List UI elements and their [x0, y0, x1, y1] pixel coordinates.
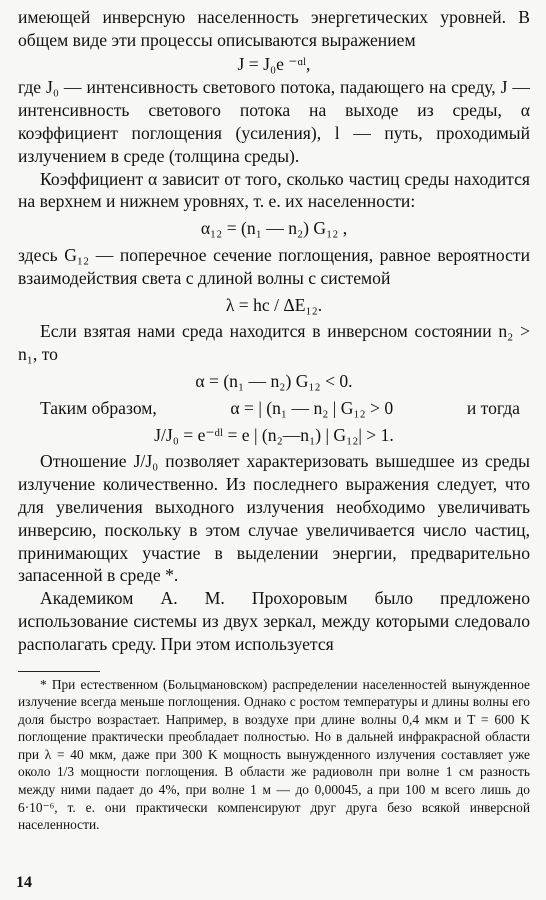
page-number: 14: [16, 874, 32, 891]
paragraph-8: Академиком А. М. Прохоровым было предложено использование системы из двух зеркал, между которыми следовало располагать среду. При этом используется: [18, 588, 530, 654]
paragraph-6: [18, 397, 530, 420]
footnote: * При естественном (Больцмановском) распределении населенностей вынужденное излучение всегда меньше поглощения. Однако с ростом температуры и длины волны его доля быстро возрастает. Например, в воздухе при длине волны 0,4 мкм и T = 600 K поглощение практически преобладает полностью. Но в дальней инфракрасной области при λ = 40 мкм, даже при 300 K мощность вынужденного излучения составляет уже около 1/3 мощности поглощения. В области же радиоволн при волне 1 см разность между ними падает до 4%, при волне 1 м — до 0,00045, а при 100 м всего лишь до 6·10⁻⁶, т. е. они практически компенсируют друг друга безо всякой инверсной населенности.: [18, 676, 530, 833]
formula-3: λ = hc / ΔE₁₂.: [225, 294, 323, 315]
paragraph-6-tail: и тогда: [466, 397, 520, 418]
formula-2: α₁₂ = (n₁ — n₂) G₁₂ ,: [200, 218, 348, 239]
paragraph-6-formula: α = | (n₁ — n₂ | G₁₂ > 0: [230, 397, 394, 418]
formula-4: α = (n₁ — n₂) G₁₂ < 0.: [195, 370, 353, 391]
footnote-divider: [18, 671, 100, 672]
formula-1: J = J₀e ⁻ᵅˡ,: [237, 53, 311, 74]
paragraph-7: Отношение J/J₀ позволяет характеризовать вышедшее из среды излучение количественно. Из последнего выражения следует, что для увеличения выходного излучения необходимо увеличивать инверсию, поскольку в этом случае увеличивается число частиц, принимающих участие в выделении энергии, предварительно запасенной в среде *.: [18, 451, 530, 586]
paragraph-5: Если взятая нами среда находится в инверсном состоянии n₂ > n₁, то: [18, 321, 530, 365]
paragraph-6-lead: Таким образом,: [40, 397, 157, 418]
paragraph-3: Коэффициент α зависит от того, сколько частиц среды находится на верхнем и нижнем уровнях, т. е. их населенности:: [18, 168, 530, 212]
paragraph-4: здесь G₁₂ — поперечное сечение поглощения, равное вероятности взаимодействия света с длиной волны с системой: [18, 244, 530, 288]
paragraph-1: имеющей инверсную населенность энергетических уровней. В общем виде эти процессы описываются выражением: [18, 7, 530, 50]
paragraph-2: где J₀ — интенсивность светового потока, падающего на среду, J — интенсивность светового потока на выходе из среды, α коэффициент поглощения (усиления), l — путь, проходимый излучением в среде (толщина среды).: [18, 77, 530, 166]
formula-5: J/J₀ = e⁻ᵈˡ = e | (n₂—n₁) | G₁₂| > 1.: [154, 424, 394, 445]
